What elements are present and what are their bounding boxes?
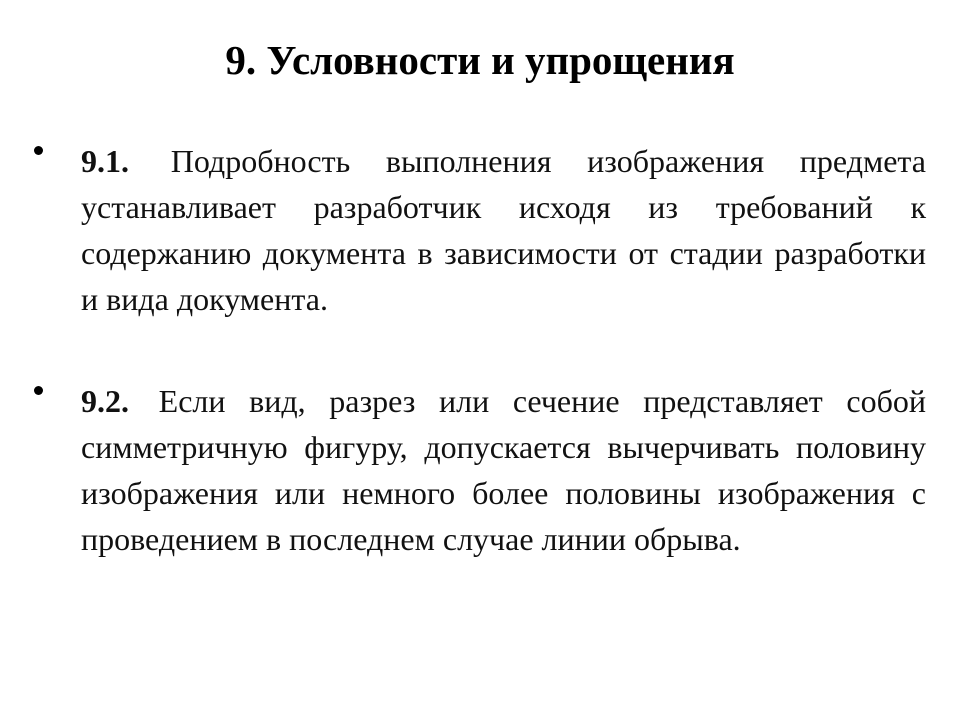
bullet-dot-icon — [34, 146, 43, 155]
bullet-list — [34, 138, 926, 562]
item-number: 9.2. — [81, 383, 129, 419]
bullet-item-9-2 — [34, 378, 926, 562]
bullet-dot-icon — [34, 386, 43, 395]
item-text: Если вид, разрез или сечение представляет собой симметричную фигуру, допускается вычерчивать половину изображения или немного более половины изображения с проведением в последнем случае линии обрыва. — [81, 383, 927, 557]
item-text: Подробность выполнения изображения предмета устанавливает разработчик исходя из требований к содержанию документа в зависимости от стадии разработки и вида документа. — [81, 143, 927, 317]
slide-title: 9. Условности и упрощения — [225, 37, 735, 83]
item-number: 9.1. — [81, 143, 129, 179]
bullet-item-9-1 — [34, 138, 926, 322]
